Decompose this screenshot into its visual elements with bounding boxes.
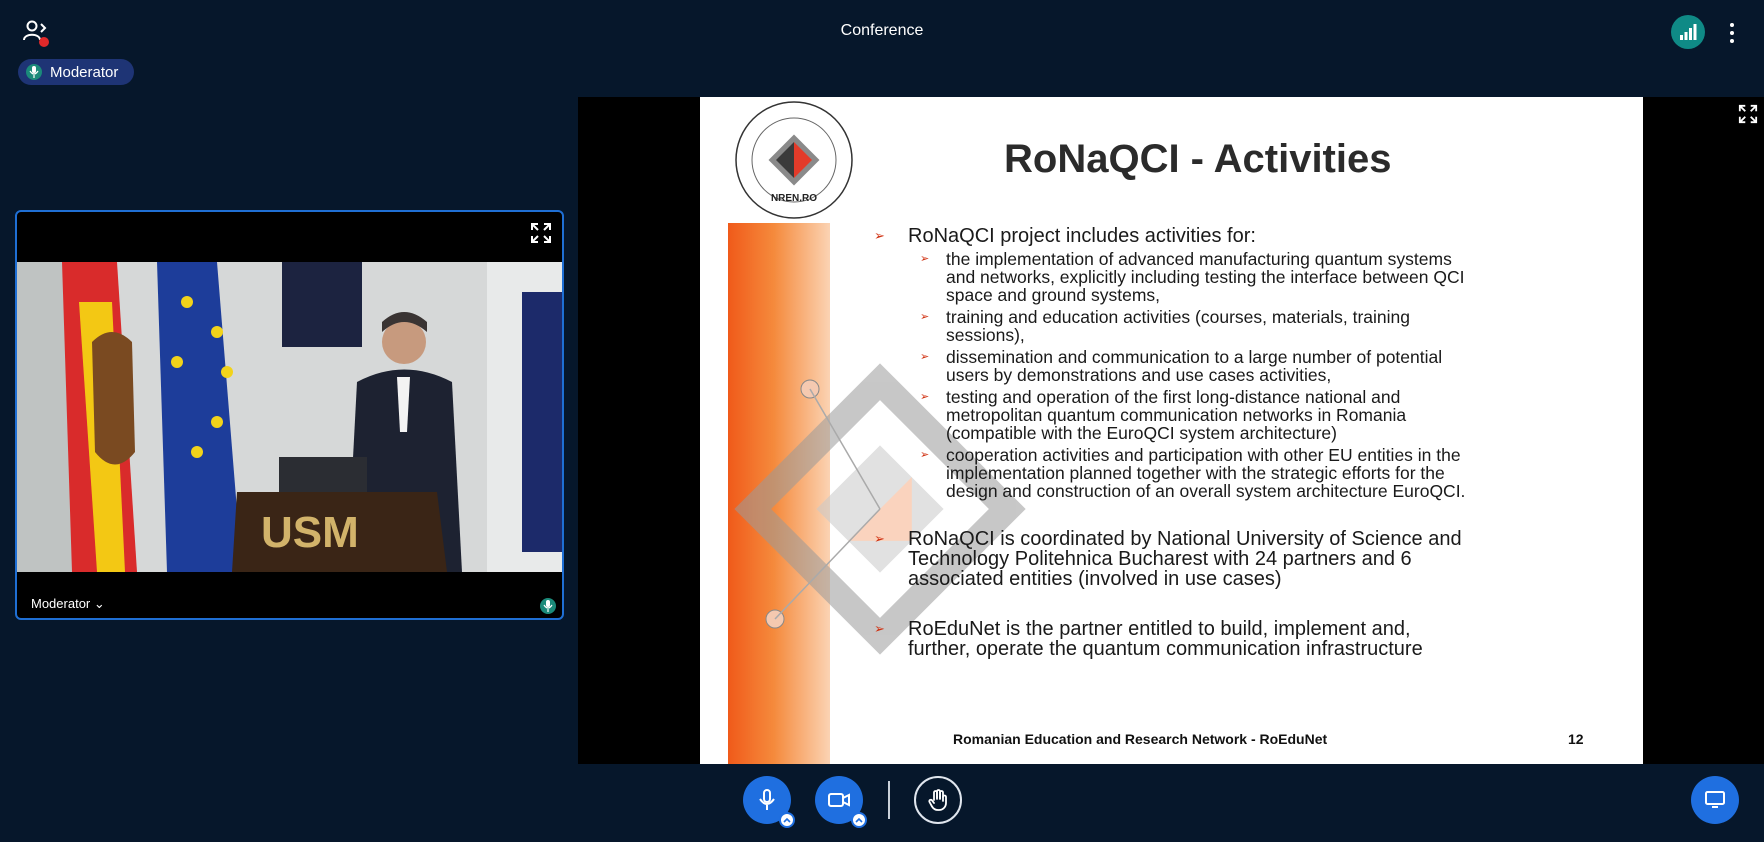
slide-footer: Romanian Education and Research Network - RoEduNet [953, 731, 1328, 747]
microphone-icon [26, 64, 42, 80]
connection-status-button[interactable] [1671, 15, 1705, 49]
slide-bullet: ➢ RoNaQCI project includes activities for: [874, 225, 1256, 247]
mute-button[interactable] [743, 776, 791, 824]
microphone-icon [758, 789, 776, 811]
video-options-button[interactable] [851, 812, 867, 828]
speaker-video-frame [17, 262, 562, 572]
screen-share-button[interactable] [1691, 776, 1739, 824]
bullet-arrow-icon: ➢ [920, 449, 930, 461]
more-options-button[interactable] [1722, 18, 1742, 48]
expand-icon [530, 222, 552, 244]
slide-bullet: ➢ RoNaQCI is coordinated by National University of Science and Technology Politehnica Bucharest with 24 partners and 6 associated entities (involved in use cases) [874, 528, 1462, 590]
slide-subitem: ➢ the implementation of advanced manufacturing quantum systems and networks, explicitly including testing the interface between QCI space and ground systems, [920, 249, 1465, 305]
webcam-mic-status [540, 598, 556, 614]
slide-subitem: ➢ training and education activities (courses, materials, training sessions), [920, 307, 1410, 345]
screen-share-icon [1705, 791, 1725, 809]
logo-text: NREN.RO [770, 193, 818, 204]
bullet-arrow-icon: ➢ [874, 531, 885, 546]
slide-title: RoNaQCI - Activities [1004, 137, 1392, 181]
bullet-arrow-icon: ➢ [920, 391, 930, 403]
raise-hand-icon [928, 789, 948, 811]
slide-subitem: ➢ dissemination and communication to a large number of potential users by demonstrations and use cases activities, [920, 347, 1443, 385]
bullet-arrow-icon: ➢ [874, 228, 885, 243]
slide-subitem: ➢ testing and operation of the first long-distance national and metropolitan quantum communication networks in Romania (compatible with the EuroQCI system architecture) [920, 387, 1407, 443]
slide-bullet: ➢ RoEduNet is the partner entitled to build, implement and, further, operate the quantum communication infrastructure [874, 618, 1423, 660]
bullet-arrow-icon: ➢ [920, 311, 930, 323]
camera-button[interactable] [815, 776, 863, 824]
fullscreen-screenshare-button[interactable] [1738, 104, 1758, 124]
lectern-text: USM [261, 508, 359, 557]
bullet-arrow-icon: ➢ [920, 253, 930, 265]
microphone-icon [543, 600, 553, 612]
controls-divider [888, 781, 890, 819]
signal-bars-icon [1679, 24, 1697, 40]
raise-hand-button[interactable] [914, 776, 962, 824]
conference-title: Conference [840, 22, 924, 39]
bullet-arrow-icon: ➢ [920, 351, 930, 363]
slide-subitem: ➢ cooperation activities and participation with other EU entities in the implementation planned together with the strategic efforts for the design and construction of an overall system architecture EuroQCI. [920, 445, 1466, 501]
nren-logo [733, 99, 855, 221]
camera-icon [828, 792, 850, 808]
bullet-arrow-icon: ➢ [874, 621, 885, 636]
webcam-tile[interactable] [15, 210, 564, 620]
moderator-badge[interactable] [18, 59, 134, 85]
chevron-up-icon [855, 817, 863, 823]
more-vertical-icon [1730, 23, 1734, 27]
audio-options-button[interactable] [779, 812, 795, 828]
webcam-user-name[interactable]: Moderator ⌄ [31, 596, 105, 611]
fullscreen-webcam-button[interactable] [530, 222, 552, 244]
expand-icon [1738, 104, 1758, 124]
slide-page-number: 12 [1568, 731, 1584, 747]
top-bar [0, 0, 1764, 64]
chevron-up-icon [783, 817, 791, 823]
webcam-video [17, 262, 562, 572]
presentation-slide [700, 97, 1643, 764]
moderator-label: Moderator [50, 63, 119, 81]
